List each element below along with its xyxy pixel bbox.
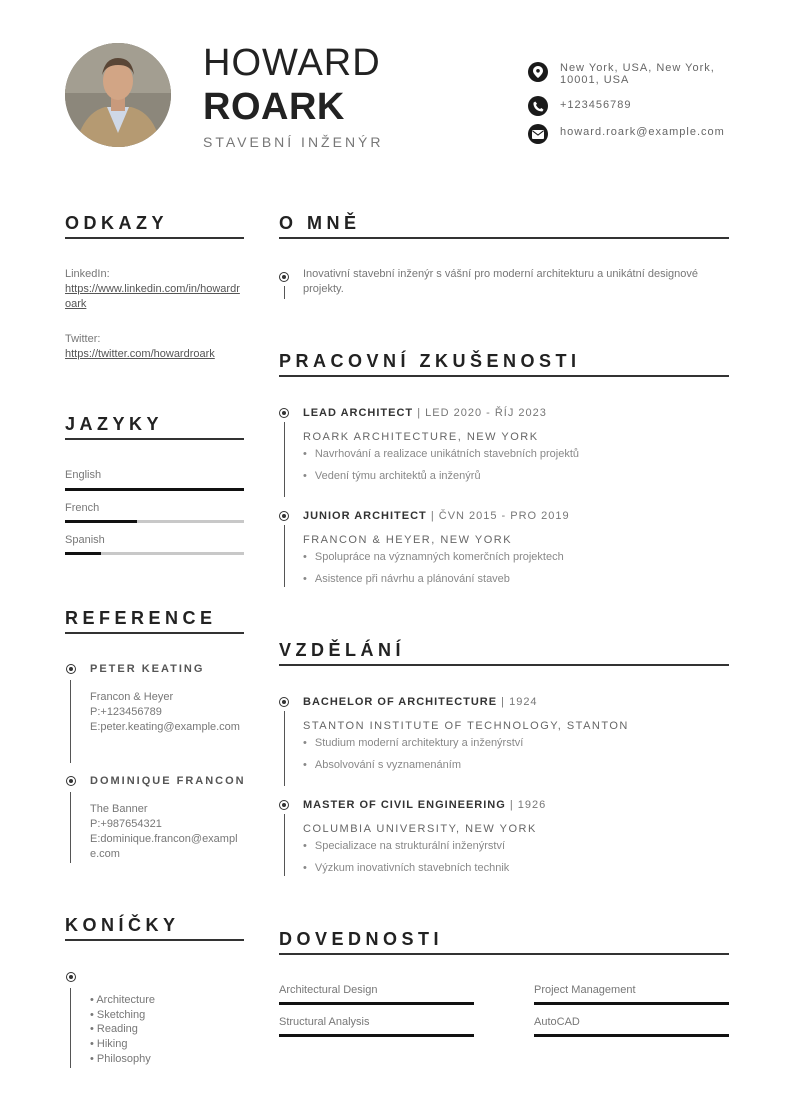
skill-3-bar [279,1034,474,1037]
education-1-bullet: • Studium moderní architektury a inženýrství [303,737,523,749]
reference-2-timeline-dot [66,776,76,786]
education-1-degree: BACHELOR OF ARCHITECTURE [303,696,498,708]
links-divider [65,237,244,239]
hobbies-list [90,993,155,1067]
languages-divider [65,438,244,440]
language-french-label: French [65,502,100,514]
experience-1-timeline-dot [279,408,289,418]
experience-2-bullet: • Spolupráce na významných komerčních projektech [303,551,564,563]
experience-1-bullet: • Vedení týmu architektů a inženýrů [303,470,481,482]
hobby-item: • Philosophy [90,1052,151,1065]
reference-2-name: DOMINIQUE FRANCON [90,775,246,787]
contact-location [528,62,740,86]
experience-2-period: ČVN 2015 - PRO 2019 [438,510,570,522]
skill-4-label: AutoCAD [534,1016,580,1028]
experience-2-role: JUNIOR ARCHITECT [303,510,427,522]
last-name: ROARK [203,86,345,128]
education-divider [279,664,729,666]
experience-1-header: LEAD ARCHITECT | LED 2020 - ŘÍJ 2023 [303,407,547,419]
reference-1-timeline-line [70,680,71,763]
references-section-title: REFERENCE [65,608,217,628]
experience-1-period: LED 2020 - ŘÍJ 2023 [425,407,547,419]
language-english-level [65,488,244,491]
education-1-year: 1924 [509,696,538,708]
hobbies-divider [65,939,244,941]
skill-1-bar [279,1002,474,1005]
education-1-timeline-line [284,711,285,786]
skills-divider [279,953,729,955]
reference-1-name: PETER KEATING [90,663,205,675]
about-timeline-dot [279,272,289,282]
job-title: STAVEBNÍ INŽENÝR [203,134,384,150]
education-1-timeline-dot [279,697,289,707]
experience-2-header: JUNIOR ARCHITECT | ČVN 2015 - PRO 2019 [303,510,570,522]
first-name: HOWARD [203,42,381,84]
reference-1-company: Francon & Heyer [90,691,174,703]
experience-1-company: ROARK ARCHITECTURE, NEW YORK [303,431,539,443]
reference-1-email: E:peter.keating@example.com [90,721,240,733]
education-2-year: 1926 [517,799,547,811]
skill-2-label: Project Management [534,984,636,996]
skill-3-level [279,1034,474,1037]
education-2-header: MASTER OF CIVIL ENGINEERING | 1926 [303,799,547,811]
references-divider [65,632,244,634]
skill-1-level [279,1002,474,1005]
experience-2-timeline-line [284,525,285,587]
experience-1-role: LEAD ARCHITECT [303,407,414,419]
hobby-item: • Architecture [90,994,156,1006]
email-icon [528,124,548,144]
about-section-title: O MNĚ [279,213,361,233]
reference-2-timeline-line [70,792,71,863]
education-section-title: VZDĚLÁNÍ [279,640,405,660]
experience-1-timeline-line [284,422,285,497]
contact-address: New York, USA, New York, 10001, USA [560,62,715,86]
experience-1-bullet: • Navrhování a realizace unikátních stavebních projektů [303,448,579,460]
link-linkedin-label: LinkedIn: [65,268,110,280]
reference-2-email: E:dominique.francon@example.com [90,833,238,860]
profile-photo [65,43,171,147]
hobby-item: • Sketching [90,1008,146,1021]
reference-2-company: The Banner [90,803,148,815]
education-1-bullet: • Absolvování s vyznamenáním [303,759,461,771]
reference-1-details [90,690,244,735]
about-timeline-line [284,286,285,299]
experience-divider [279,375,729,377]
link-twitter-url[interactable]: https://twitter.com/howardroark [65,348,215,360]
skill-4-bar [534,1034,729,1037]
education-2-timeline-line [284,814,285,876]
education-2-timeline-dot [279,800,289,810]
language-spanish-level [65,552,101,555]
reference-1-timeline-dot [66,664,76,674]
hobby-item: • Hiking [90,1038,128,1051]
skill-3-label: Structural Analysis [279,1016,370,1028]
portrait-image [65,43,171,147]
reference-1-phone: P:+123456789 [90,706,162,718]
link-twitter [65,332,243,362]
experience-2-bullet: • Asistence při návrhu a plánování staveb [303,573,510,585]
education-2-degree: MASTER OF CIVIL ENGINEERING [303,799,506,811]
experience-2-company: FRANCON & HEYER, NEW YORK [303,534,513,546]
reference-2-details [90,802,244,862]
education-2-bullet: • Výzkum inovativních stavebních technik [303,862,509,874]
languages-section-title: JAZYKY [65,414,164,434]
hobbies-timeline-line [70,988,71,1068]
hobbies-timeline-dot [66,972,76,982]
skill-2-level [534,1002,729,1005]
language-french-bar [65,520,244,523]
links-section-title: ODKAZY [65,213,168,233]
education-2-school: COLUMBIA UNIVERSITY, NEW YORK [303,823,537,835]
education-2-bullet: • Specializace na strukturální inženýrství [303,840,505,852]
contact-email-address: howard.roark@example.com [560,126,725,138]
contact-phone [528,96,740,116]
skills-section-title: DOVEDNOSTI [279,929,444,949]
location-icon [528,62,548,82]
language-english-label: English [65,469,102,481]
skill-4-level [534,1034,729,1037]
contact-phone-number: +123456789 [560,99,632,111]
link-linkedin [65,267,243,312]
education-1-school: STANTON INSTITUTE OF TECHNOLOGY, STANTON [303,720,629,732]
experience-2-timeline-dot [279,511,289,521]
language-spanish-label: Spanish [65,534,105,546]
phone-icon [528,96,548,116]
hobby-item: • Reading [90,1023,138,1036]
about-divider [279,237,729,239]
about-text: Inovativní stavební inženýr s vášní pro moderní architekturu a unikátní designové projekty. [303,268,698,295]
hobbies-section-title: KONÍČKY [65,915,180,935]
skill-2-bar [534,1002,729,1005]
language-english-bar [65,488,244,491]
education-1-header: BACHELOR OF ARCHITECTURE | 1924 [303,696,538,708]
experience-section-title: PRACOVNÍ ZKUŠENOSTI [279,351,581,371]
reference-2-phone: P:+987654321 [90,818,162,830]
language-french-level [65,520,137,523]
link-linkedin-url[interactable]: https://www.linkedin.com/in/howardroark [65,283,240,310]
contact-email [528,124,740,144]
skill-1-label: Architectural Design [279,984,378,996]
link-twitter-label: Twitter: [65,333,101,345]
language-spanish-bar [65,552,244,555]
